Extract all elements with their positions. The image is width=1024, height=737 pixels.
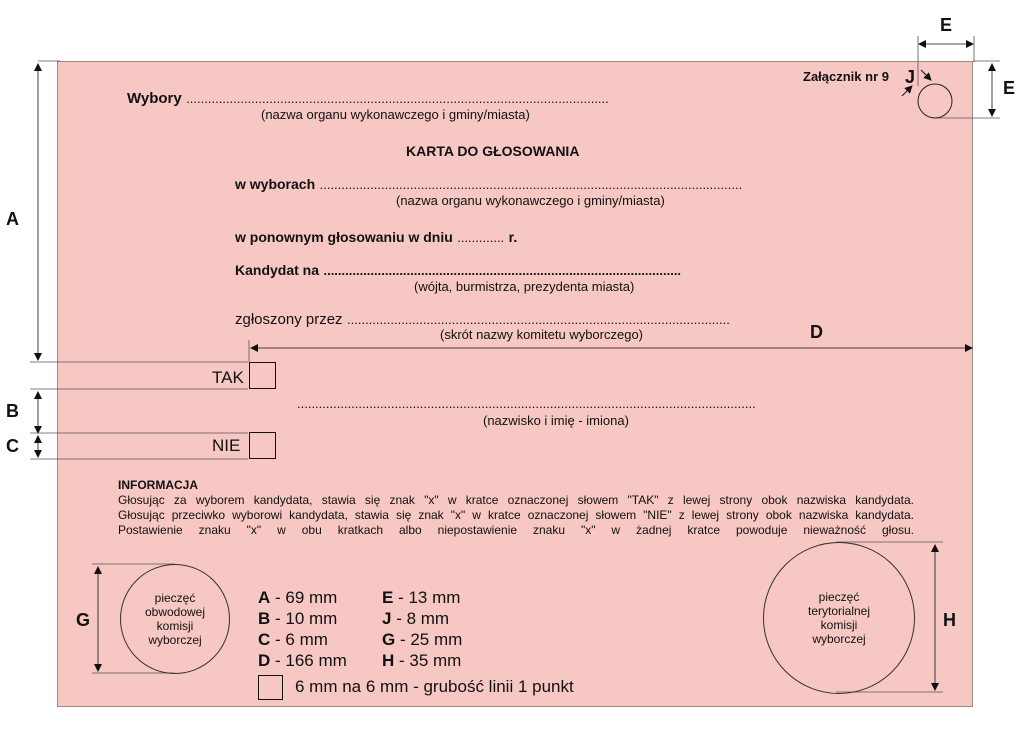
elections-line <box>127 90 609 108</box>
dim-label-h: H <box>943 610 956 630</box>
elections-dots: ..................................................................................................................... <box>186 91 609 106</box>
yes-label: TAK <box>212 368 244 387</box>
info-line-2: Głosując przeciwko wyborowi kandydata, stawia się znak "x" w kratce oznaczonej słowem "NIE" z lewej strony obok nazwiska kandydata. <box>118 508 914 522</box>
stamp-right-line-1: pieczęć <box>818 590 860 604</box>
rerun-suffix: r. <box>508 229 518 245</box>
dim-label-d: D <box>810 322 823 342</box>
legend-item-d: D - 166 mm <box>258 651 347 670</box>
in-elections-label: w wyborach <box>235 176 316 192</box>
stamp-left-line-3: komisji <box>156 619 194 633</box>
rerun-label: w ponownym głosowaniu w dniu <box>235 229 453 245</box>
legend-item-e: E - 13 mm <box>382 588 461 607</box>
candidate-dots: ................................................................................................... <box>323 263 682 278</box>
legend-left <box>258 587 347 671</box>
dim-label-j: J <box>905 67 916 87</box>
info-title: INFORMACJA <box>118 478 198 492</box>
candidate-line <box>235 262 681 280</box>
nominated-label: zgłoszony przez <box>235 311 343 328</box>
name-dots: ............................................................................................................................... <box>297 396 756 411</box>
dim-label-e-top: E <box>940 15 953 35</box>
legend-item-g: G - 25 mm <box>382 630 463 649</box>
no-label: NIE <box>212 436 241 455</box>
info-section <box>118 478 914 538</box>
rerun-dots: ............. <box>457 230 505 245</box>
stamp-right <box>763 542 915 694</box>
stamp-left <box>120 564 230 674</box>
box-note: 6 mm na 6 mm - grubość linii 1 punkt <box>295 677 574 696</box>
legend-item-a: A - 69 mm <box>258 588 338 607</box>
attachment-number: Załącznik nr 9 <box>803 69 889 84</box>
legend-item-c: C - 6 mm <box>258 630 328 649</box>
dim-label-a: A <box>6 209 19 229</box>
nominated-hint: (skrót nazwy komitetu wyborczego) <box>440 327 644 342</box>
name-hint: (nazwisko i imię - imiona) <box>483 413 629 428</box>
nominated-dots: .......................................................................................................... <box>347 312 730 327</box>
sample-box <box>258 675 283 700</box>
dim-label-e-right: E <box>1003 78 1016 98</box>
stamp-right-line-4: wyborczej <box>812 632 866 646</box>
legend-item-j: J - 8 mm <box>382 609 450 628</box>
dim-label-g: G <box>76 610 91 630</box>
legend-item-h: H - 35 mm <box>382 651 462 670</box>
stamp-left-line-1: pieczęć <box>154 591 196 605</box>
candidate-label: Kandydat na <box>235 262 320 278</box>
stamp-right-line-2: terytorialnej <box>807 604 871 618</box>
info-line-3: Postawienie znaku "x" w obu kratkach albo niepostawienie znaku "x" w żadnej kratce powoduje nieważność głosu. <box>118 523 914 537</box>
yes-checkbox[interactable] <box>249 362 276 389</box>
dim-label-c: C <box>6 436 19 456</box>
dim-label-b: B <box>6 401 19 421</box>
j-hole-circle <box>918 84 952 118</box>
in-elections-dots: ..................................................................................................................... <box>319 177 743 192</box>
in-elections-line <box>235 176 742 194</box>
elections-label: Wybory <box>127 90 182 107</box>
stamp-left-line-4: wyborczej <box>148 633 202 647</box>
stamp-left-line-2: obwodowej <box>144 605 206 619</box>
no-checkbox[interactable] <box>249 432 276 459</box>
info-line-1: Głosując za wyborem kandydata, stawia się znak "x" w kratce oznaczonej słowem "TAK" z lewej strony obok nazwiska kandydata. <box>118 493 914 507</box>
in-elections-hint: (nazwa organu wykonawczego i gminy/miasta) <box>396 193 665 208</box>
ballot-title: KARTA DO GŁOSOWANIA <box>406 143 580 159</box>
legend-item-b: B - 10 mm <box>258 609 338 628</box>
candidate-hint: (wójta, burmistrza, prezydenta miasta) <box>414 279 635 294</box>
stamp-right-line-3: komisji <box>820 618 858 632</box>
legend-right <box>382 587 462 671</box>
elections-hint: (nazwa organu wykonawczego i gminy/miasta) <box>261 107 530 122</box>
rerun-line <box>235 229 517 247</box>
